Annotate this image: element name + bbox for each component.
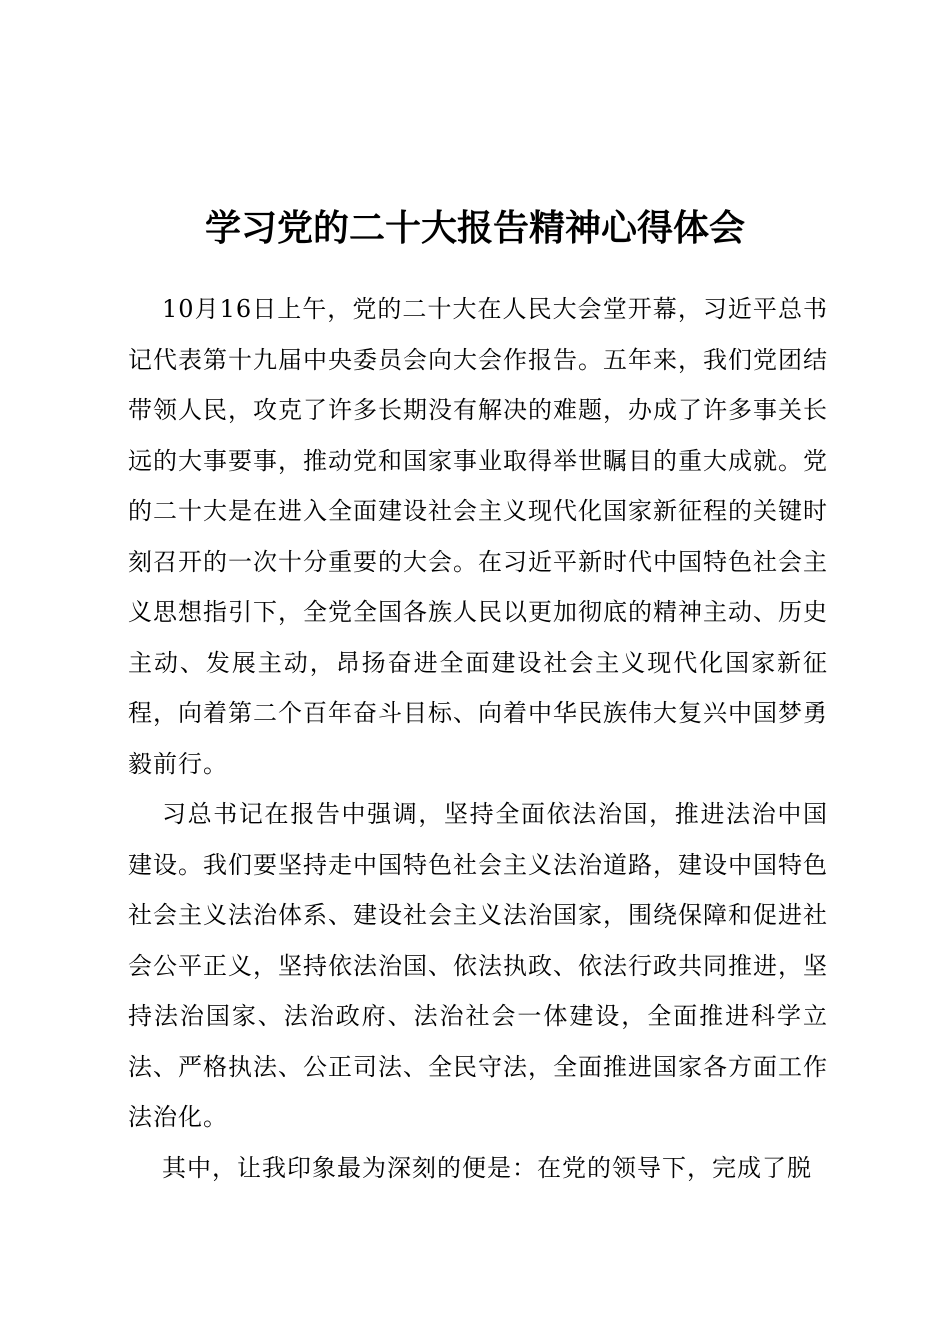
document-title: 学习党的二十大报告精神心得体会 [204, 207, 745, 249]
document-body [128, 284, 828, 1193]
paragraph-1: 10月16日上午，党的二十大在人民大会堂开幕，习近平总书记代表第十九届中央委员会向大会作报告。五年来，我们党团结带领人民，攻克了许多长期没有解决的难题，办成了许多事关长远的大事要事，推动党和国家事业取得举世瞩目的重大成就。党的二十大是在进入全面建设社会主义现代化国家新征程的关键时刻召开的一次十分重要的大会。在习近平新时代中国特色社会主义思想指引下，全党全国各族人民以更加彻底的精神主动、历史主动、发展主动，昂扬奋进全面建设社会主义现代化国家新征程，向着第二个百年奋斗目标、向着中华民族伟大复兴中国梦勇毅前行。 [128, 295, 828, 778]
paragraph-2: 习总书记在报告中强调，坚持全面依法治国，推进法治中国建设。我们要坚持走中国特色社会主义法治道路，建设中国特色社会主义法治体系、建设社会主义法治国家，围绕保障和促进社会公平正义，坚持依法治国、依法执政、依法行政共同推进，坚持法治国家、法治政府、法治社会一体建设，全面推进科学立法、严格执法、公正司法、全民守法，全面推进国家各方面工作法治化。 [128, 800, 828, 1131]
paragraph-3: 其中，让我印象最为深刻的便是：在党的领导下，完成了脱 [162, 1153, 812, 1182]
